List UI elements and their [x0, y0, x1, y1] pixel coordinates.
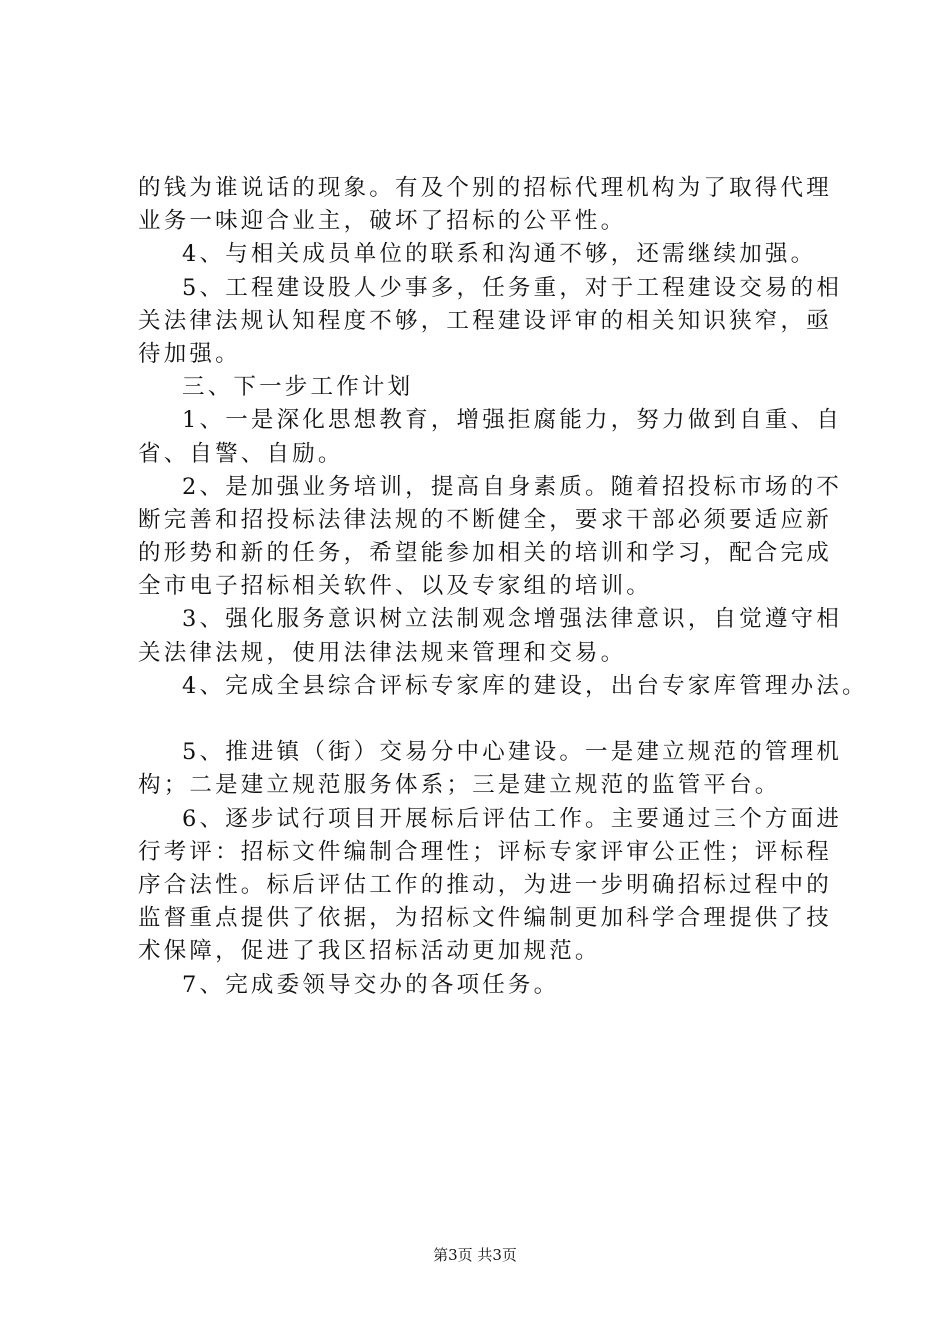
paragraph-gap: [138, 703, 838, 736]
text-line: 全市电子招标相关软件、以及专家组的培训。: [138, 573, 653, 600]
text-line: 2、是加强业务培训，提高自身素质。随着招投标市场的不: [182, 473, 843, 500]
text-line: 构；二是建立规范服务体系；三是建立规范的监管平台。: [138, 772, 781, 799]
text-line: 断完善和招投标法律法规的不断健全，要求干部必须要适应新: [138, 506, 832, 533]
text-line: 关法律法规，使用法律法规来管理和交易。: [138, 639, 627, 666]
page-number-footer: 第3页 共3页: [433, 1246, 517, 1264]
document-body: [138, 172, 868, 1002]
text-line: 4、完成全县综合评标专家库的建设，出台专家库管理办法。: [182, 672, 868, 699]
text-line: 序合法性。标后评估工作的推动，为进一步明确招标过程中的: [138, 871, 832, 898]
text-line: 行考评：招标文件编制合理性；评标专家评审公正性；评标程: [138, 838, 832, 865]
text-line: 5、工程建设股人少事多，任务重，对于工程建设交易的相: [182, 274, 843, 301]
text-line: 待加强。: [138, 340, 241, 367]
text-line: 4、与相关成员单位的联系和沟通不够，还需继续加强。: [182, 241, 817, 268]
text-line: 3、强化服务意识树立法制观念增强法律意识，自觉遵守相: [182, 606, 843, 633]
text-line: 关法律法规认知程度不够，工程建设评审的相关知识狭窄，亟: [138, 307, 832, 334]
text-line: 监督重点提供了依据，为招标文件编制更加科学合理提供了技: [138, 905, 832, 932]
section-heading: 三、下一步工作计划: [182, 374, 414, 401]
text-line: 的钱为谁说话的现象。有及个别的招标代理机构为了取得代理: [138, 175, 832, 201]
text-line: 术保障，促进了我区招标活动更加规范。: [138, 938, 601, 965]
text-line: 5、推进镇（街）交易分中心建设。一是建立规范的管理机: [182, 739, 843, 766]
text-line: 7、完成委领导交办的各项任务。: [182, 971, 560, 998]
text-line: 业务一味迎合业主，破坏了招标的公平性。: [138, 208, 627, 235]
text-line: 1、一是深化思想教育，增强拒腐能力，努力做到自重、自: [182, 407, 843, 434]
text-line: 的形势和新的任务，希望能参加相关的培训和学习，配合完成: [138, 540, 832, 567]
text-line: 6、逐步试行项目开展标后评估工作。主要通过三个方面进: [182, 805, 843, 832]
text-line: 省、自警、自励。: [138, 440, 344, 467]
